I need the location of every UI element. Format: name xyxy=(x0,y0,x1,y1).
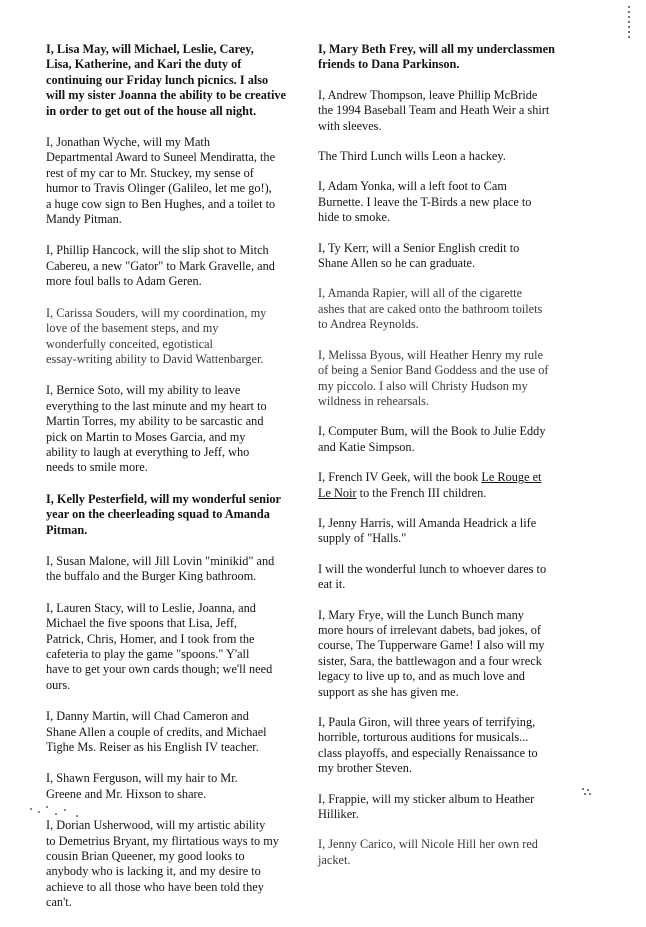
will-entry: I, Phillip Hancock, will the slip shot to Mitch Cabereu, a new "Gator" to Mark Gravelle, and more foul balls to Adam Geren. xyxy=(46,243,275,289)
will-entry: I, Computer Bum, will the Book to Julie Eddy and Katie Simpson. xyxy=(318,424,546,454)
will-entry: I, Jenny Harris, will Amanda Headrick a life supply of "Halls." xyxy=(318,515,537,546)
will-entry: I, Jenny Carico, will Nicole Hill her own red jacket. xyxy=(318,837,538,867)
will-entry: I, Susan Malone, will Jill Lovin "minikid" and the buffalo and the Burger King bathroom. xyxy=(46,553,275,584)
scan-speckles xyxy=(582,788,592,796)
will-entry: I, Shawn Ferguson, will my hair to Mr. Greene and Mr. Hixson to share. xyxy=(46,771,238,801)
will-entry: I, Lauren Stacy, will to Leslie, Joanna, and Michael the five spoons that Lisa, Jeff, Patrick, Chris, Homer, and I took from the cafeteria to play the game "spoons." Y'all have to get your own cards though; we'll need ours. xyxy=(46,600,273,692)
will-entry: I, French IV Geek, will the book Le Rouge et Le Noir to the French III children. xyxy=(318,470,542,500)
will-entry: I, Dorian Usherwood, will my artistic ability to Demetrius Bryant, my flirtatious ways to my cousin Brian Queener, my good looks to anybody who is lacking it, and my desire to achieve to all those who have been told they can't. xyxy=(46,818,279,910)
will-entry: I, Amanda Rapier, will all of the cigarette ashes that are caked onto the bathroom toilets to Andrea Reynolds. xyxy=(318,286,543,332)
will-entry: I, Adam Yonka, will a left foot to Cam Burnette. I leave the T-Birds a new place to hide to smoke. xyxy=(318,179,532,225)
will-entry: I, Melissa Byous, will Heather Henry my rule of being a Senior Band Goddess and the use of my piccolo. I also will Christy Hudson my wildness in rehearsals. xyxy=(318,347,549,408)
will-entry: I, Bernice Soto, will my ability to leave everything to the last minute and my heart to Martin Torres, my ability to be sarcastic and pick on Martin to Moses Garcia, and my ability to laugh at everything to Jeff, who needs to smile more. xyxy=(46,383,267,475)
will-entry: I, Carissa Souders, will my coordination, my love of the basement steps, and my wonderfully conceited, egotistical essay-writing ability to David Wattenbarger. xyxy=(46,305,267,366)
scan-edge-mark xyxy=(628,6,630,40)
will-entry: I, Mary Frye, will the Lunch Bunch many more hours of irrelevant dabets, bad jokes, of course, The Tupperware Game! I also will my sister, Sara, the battlewagon and a four wreck legacy to live up to, and as much love and support as she has given me. xyxy=(318,607,545,699)
will-entry: I, Ty Kerr, will a Senior English credit to Shane Allen so he can graduate. xyxy=(318,240,520,271)
left-column xyxy=(46,42,304,927)
will-entry: I, Frappie, will my sticker album to Heather Hilliker. xyxy=(318,791,535,822)
will-entry: I, Mary Beth Frey, will all my underclassmen friends to Dana Parkinson. xyxy=(318,42,555,72)
will-entry: I, Kelly Pesterfield, will my wonderful senior year on the cheerleading squad to Amanda Pitman. xyxy=(46,491,281,537)
will-entry: I, Jonathan Wyche, will my Math Departmental Award to Suneel Mendiratta, the rest of my car to Mr. Stuckey, my sense of humor to Travis Olinger (Galileo, let me go!), a huge cow sign to Ben Hughes, and a toilet to Mandy Pitman. xyxy=(46,135,276,227)
will-entry: I will the wonderful lunch to whoever dares to eat it. xyxy=(318,561,547,592)
will-entry: I, Danny Martin, will Chad Cameron and Shane Allen a couple of credits, and Michael Tighe Ms. Reiser as his English IV teacher. xyxy=(46,709,267,755)
will-entry: The Third Lunch wills Leon a hackey. xyxy=(318,149,506,164)
scan-speckles xyxy=(28,804,88,818)
will-entry: I, Andrew Thompson, leave Phillip McBride the 1994 Baseball Team and Heath Weir a shirt with sleeves. xyxy=(318,87,550,133)
right-column xyxy=(318,42,576,883)
will-entry: I, Paula Giron, will three years of terrifying, horrible, torturous auditions for musicals... class playoffs, and especially Renaissance to my brother Steven. xyxy=(318,715,538,776)
will-entry: I, Lisa May, will Michael, Leslie, Carey, Lisa, Katherine, and Kari the duty of continuing our Friday lunch picnics. I also will my sister Joanna the ability to be creative in order to get out of the house all night. xyxy=(46,42,286,118)
